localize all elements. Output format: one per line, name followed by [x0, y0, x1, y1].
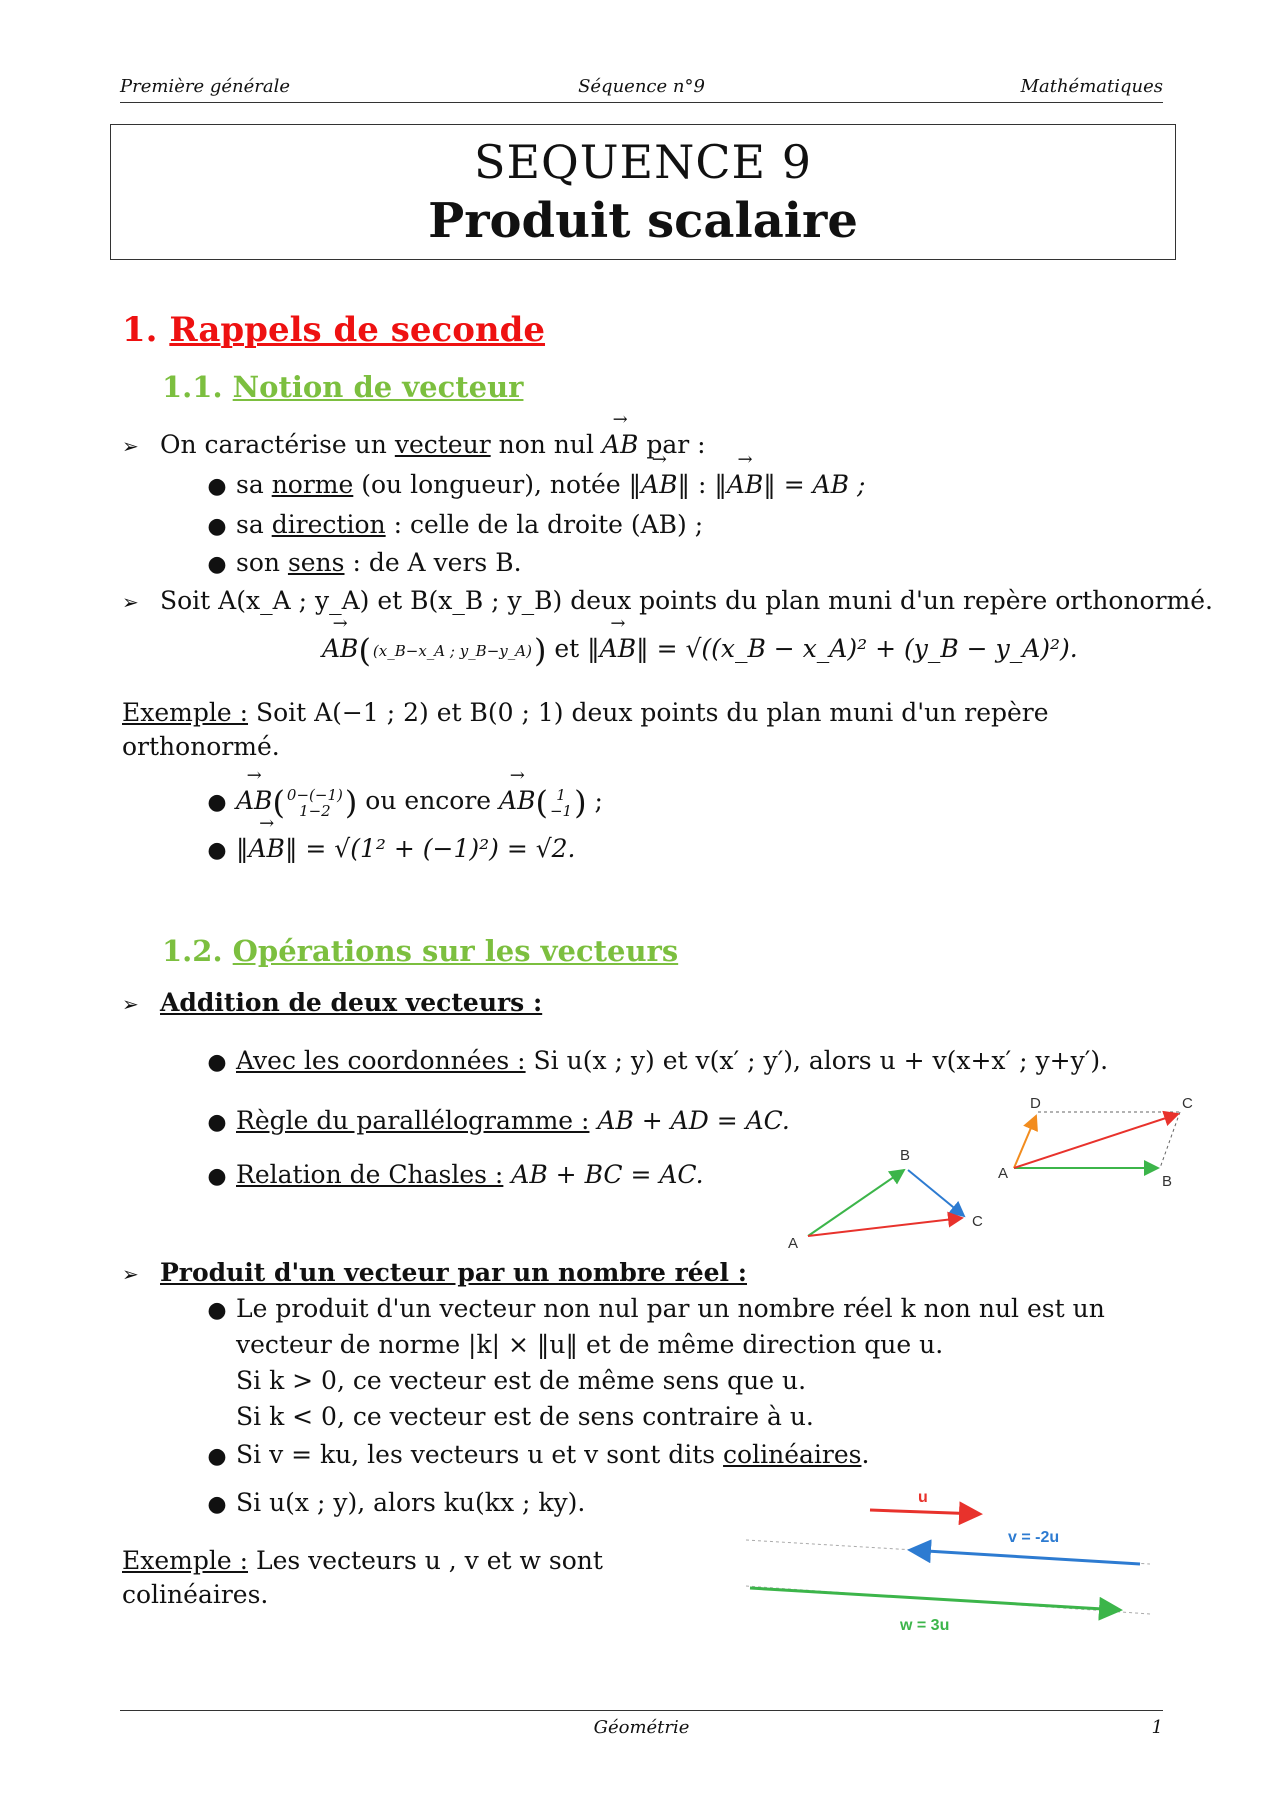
point-label-B: B — [900, 1147, 911, 1164]
arrow-bullet-icon: ➢ — [122, 1262, 139, 1286]
subsection-number: 1.1. — [162, 370, 223, 404]
arrow-bullet-icon: ➢ — [122, 992, 139, 1016]
parallelogram-figure — [990, 1090, 1200, 1190]
colinear-vectors-figure — [740, 1480, 1160, 1640]
point-label-A: A — [998, 1165, 1009, 1182]
section-heading-1 — [122, 310, 545, 350]
page-header — [120, 76, 1163, 103]
bullet-dot-icon: ● — [207, 1444, 227, 1469]
bullet-dot-icon: ● — [207, 1164, 227, 1189]
vector-v-label: v = -2u — [1008, 1529, 1060, 1546]
bullet-sens: ● son sens : de A vers B. — [198, 546, 522, 582]
product-heading: ➢ Produit d'un vecteur par un nombre réel : — [122, 1256, 747, 1291]
arrow-bullet-icon: ➢ — [122, 434, 139, 458]
product-bullet-coords: ● Si u(x ; y), alors ku(kx ; ky). — [198, 1486, 585, 1522]
vector-v-arrow — [910, 1550, 1140, 1564]
title-sequence: SEQUENCE 9 — [473, 135, 813, 189]
bullet-dot-icon: ● — [207, 1110, 227, 1135]
example-bullet-norm: ● ‖→ AB‖ = √(1² + (−1)²) = √2. — [198, 832, 576, 868]
chasles-figure — [780, 1140, 1000, 1250]
dashed-edge-BC — [1160, 1112, 1180, 1168]
vector-AC-arrow — [1014, 1114, 1178, 1168]
example-2: Exemple : Les vecteurs u , v et w sont colinéaires. — [122, 1546, 603, 1609]
point-label-A: A — [788, 1235, 799, 1250]
product-bullet-colinear: ● Si v = ku, les vecteurs u et v sont dits colinéaires. — [198, 1438, 869, 1474]
footer-center: Géométrie — [593, 1717, 690, 1738]
soit-line: ➢ Soit A(x_A ; y_A) et B(x_B ; y_B) deux points du plan muni d'un repère orthonormé. — [122, 584, 1213, 619]
bullet-dot-icon: ● — [207, 1050, 227, 1075]
subsection-heading-1-1 — [162, 370, 523, 404]
addition-bullet-chasles: ● Relation de Chasles : AB + BC = AC. — [198, 1158, 704, 1194]
vector-BC-arrow — [908, 1170, 964, 1216]
example-1: Exemple : Soit A(−1 ; 2) et B(0 ; 1) deux points du plan muni d'un repère orthonormé. — [122, 698, 1049, 761]
point-label-C: C — [1182, 1095, 1193, 1112]
page-footer — [120, 1710, 1163, 1738]
vector-w-arrow — [750, 1588, 1120, 1610]
header-center: Séquence n°9 — [578, 76, 705, 97]
addition-bullet-coords: ● Avec les coordonnées : Si u(x ; y) et v(x′ ; y′), alors u + v(x+x′ ; y+y′). — [198, 1044, 1108, 1080]
product-bullet-definition: ● Le produit d'un vecteur non nul par un nombre réel k non nul est un — [198, 1292, 1105, 1328]
section-title: Rappels de seconde — [169, 310, 546, 350]
bullet-dot-icon: ● — [207, 514, 227, 539]
vector-AD-arrow — [1014, 1116, 1036, 1168]
bullet-norme: ● sa norme (ou longueur), notée ‖→ AB‖ : ‖→ AB‖ = AB ; — [198, 468, 865, 504]
page-number: 1 — [1151, 1717, 1163, 1738]
product-definition-line3: Si k > 0, ce vecteur est de même sens que u. — [236, 1366, 807, 1395]
intro-line: ➢ On caractérise un vecteur non nul → AB par : — [122, 428, 706, 463]
addition-bullet-parallelogram: ● Règle du parallélogramme : AB + AD = AC. — [198, 1104, 790, 1140]
header-left: Première générale — [120, 76, 290, 97]
vector-u-arrow — [870, 1510, 980, 1514]
example-bullet-coords: ●→ AB( 0−(−1) 1−2 ) ou encore → AB( 1 −1) ; — [198, 784, 603, 820]
formula-line: → AB( (x_B−x_A ; y_B−y_A)) et ‖→ AB‖ = √((x_B − x_A)² + (y_B − y_A)²). — [322, 632, 1078, 668]
addition-heading: ➢ Addition de deux vecteurs : — [122, 986, 542, 1021]
bullet-dot-icon: ● — [207, 790, 227, 815]
bullet-dot-icon: ● — [207, 1492, 227, 1517]
subsection-number: 1.2. — [162, 934, 223, 968]
subsection-title: Notion de vecteur — [232, 370, 524, 404]
point-label-D: D — [1030, 1095, 1041, 1112]
product-definition-line2: vecteur de norme |k| × ‖u‖ et de même direction que u. — [236, 1330, 944, 1359]
point-label-B: B — [1162, 1173, 1173, 1190]
section-number: 1. — [122, 310, 158, 350]
arrow-bullet-icon: ➢ — [122, 590, 139, 614]
bullet-dot-icon: ● — [207, 552, 227, 577]
bullet-dot-icon: ● — [207, 1298, 227, 1323]
vector-AB: → AB — [602, 428, 638, 462]
product-definition-line4: Si k < 0, ce vecteur est de sens contraire à u. — [236, 1402, 814, 1431]
vector-u-label: u — [918, 1489, 928, 1506]
title-box — [110, 124, 1176, 260]
vector-w-label: w = 3u — [900, 1617, 950, 1634]
subsection-title: Opérations sur les vecteurs — [232, 934, 679, 968]
subsection-heading-1-2 — [162, 934, 678, 968]
header-right: Mathématiques — [1020, 76, 1163, 97]
title-main: Produit scalaire — [428, 193, 858, 249]
bullet-direction: ● sa direction : celle de la droite (AB) ; — [198, 508, 703, 544]
bullet-dot-icon: ● — [207, 474, 227, 499]
point-label-C: C — [972, 1213, 983, 1230]
bullet-dot-icon: ● — [207, 838, 227, 863]
